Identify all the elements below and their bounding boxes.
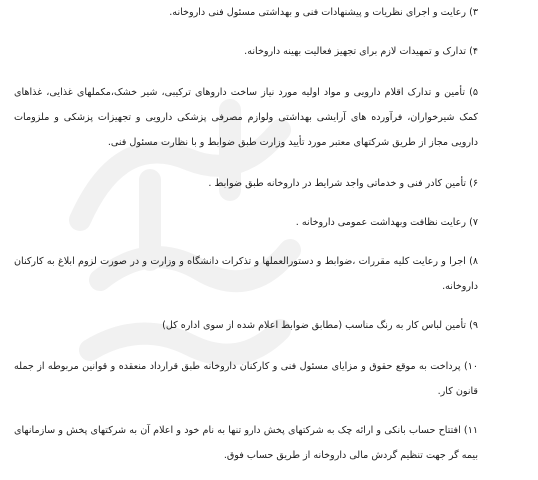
- list-item-10: ۱۰) پرداخت به موقع حقوق و مزایای مسئول فنی و کارکنان داروخانه طبق قرارداد منعقده و قوانین مربوطه از جمله قانون کار.: [14, 361, 478, 397]
- list-item-5: ۵) تأمین و تدارک اقلام دارویی و مواد اولیه مورد نیاز ساخت داروهای ترکیبی، شیر خشک،مکملهای غذایی، غذاهای کمک شیرخواران، فرآورده های آرایشی بهداشتی ولوازم مصرفی پزشکی دارویی و تجهیزات پزشکی و ملزومات دارویی مجاز از طریق شرکتهای معتبر مورد تأیید وزارت طبق ضوابط و با نظارت مسئول فنی.: [14, 87, 478, 148]
- list-item-4: ۴) تدارک و تمهیدات لازم برای تجهیز فعالیت بهینه داروخانه.: [244, 46, 478, 57]
- list-item-9: ۹) تأمین لباس کار به رنگ مناسب (مطابق ضوابط اعلام شده از سوی اداره کل): [162, 320, 478, 331]
- document-body: [14, 0, 478, 468]
- list-item-7: ۷) رعایت نظافت وبهداشت عمومی داروخانه .: [295, 217, 478, 228]
- list-item-3: ۳) رعایت و اجرای نظریات و پیشنهادات فنی و بهداشتی مسئول فنی داروخانه.: [169, 7, 478, 18]
- list-item-6: ۶) تأمین کادر فنی و خدماتی واجد شرایط در داروخانه طبق ضوابط .: [208, 178, 478, 189]
- list-item-8: ۸) اجرا و رعایت کلیه مقررات ،ضوابط و دستورالعملها و تذکرات دانشگاه و وزارت و در صورت لزوم ابلاغ به کارکنان داروخانه.: [14, 256, 478, 292]
- list-item-11: ۱۱) افتتاح حساب بانکی و ارائه چک به شرکتهای پخش دارو تنها به نام خود و اعلام آن به شرکتهای پخش و سازمانهای بیمه گر جهت تنظیم گردش مالی داروخانه از طریق حساب فوق.: [14, 425, 478, 461]
